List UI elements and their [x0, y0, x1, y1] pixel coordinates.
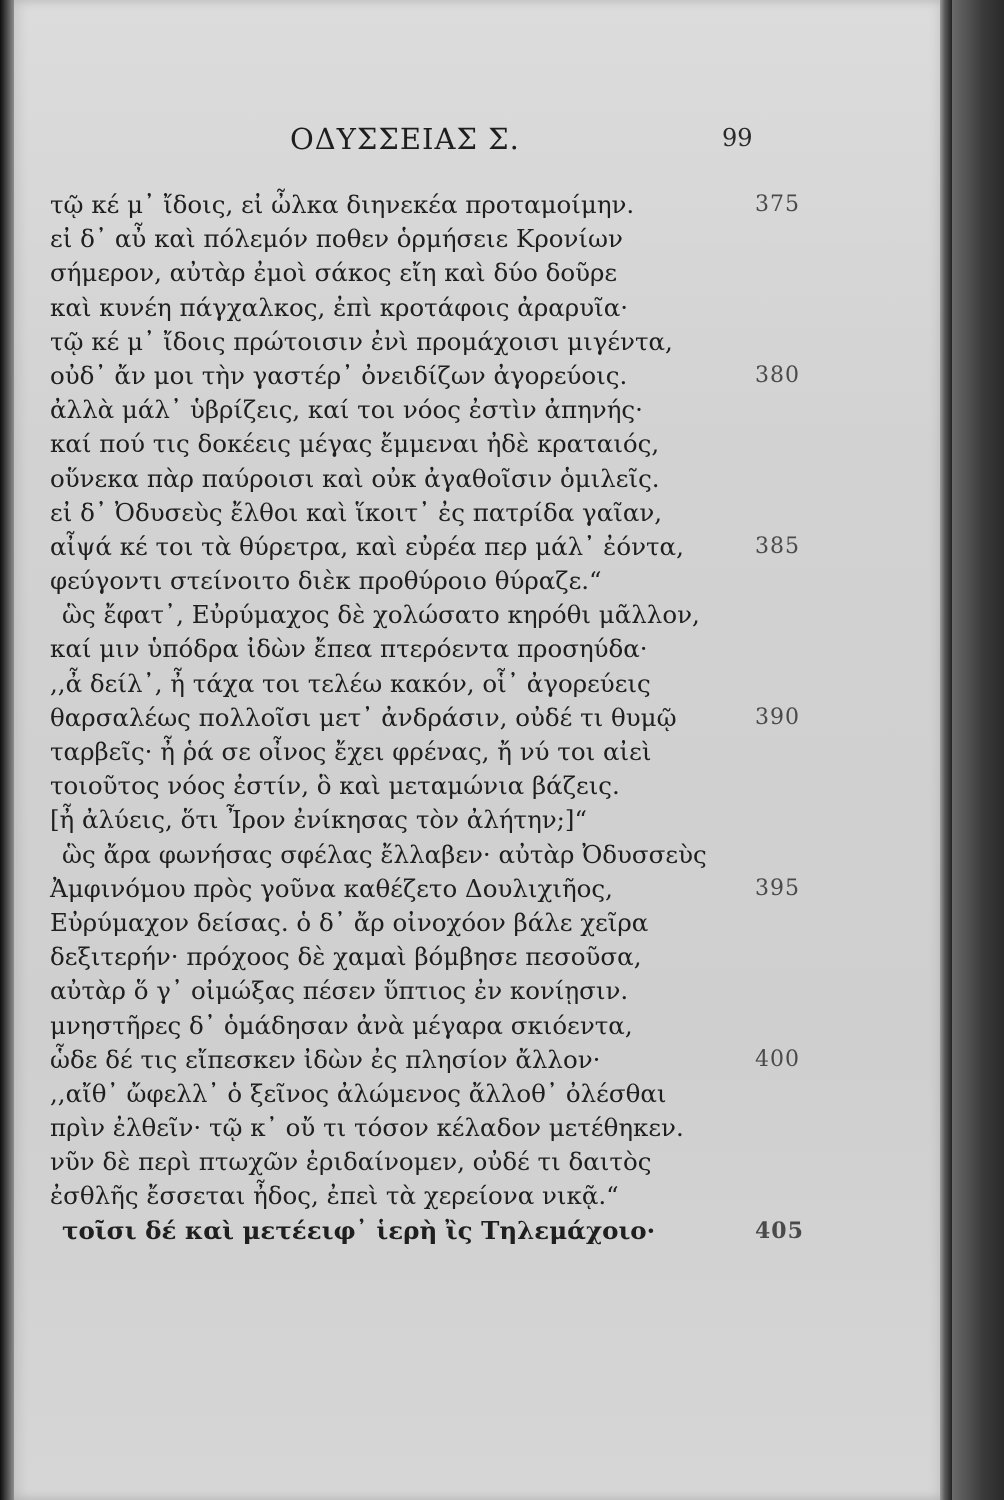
- verse-line: [50, 1179, 730, 1213]
- page-header: [0, 122, 1004, 162]
- verse-text: Ἀμφινόμου πρὸς γοῦνα καθέζετο Δουλιχιῆος,: [50, 873, 613, 903]
- verse-line: [50, 222, 730, 256]
- verse-text-block: [50, 188, 804, 1248]
- verse-line: [50, 427, 730, 461]
- line-number: 390: [755, 704, 800, 730]
- verse-text: ὧδε δέ τις εἴπεσκεν ἰδὼν ἐς πλησίον ἄλλον·: [50, 1044, 601, 1074]
- verse-text: ὣς ἔφατ᾽, Εὐρύμαχος δὲ χολώσατο κηρόθι μᾶλλον,: [62, 600, 700, 630]
- verse-line: [50, 359, 800, 393]
- verse-line: [50, 872, 800, 906]
- line-number: 375: [755, 192, 800, 217]
- verse-line: [50, 632, 730, 666]
- verse-text: σήμερον, αὐτὰρ ἐμοὶ σάκος εἴη καὶ δύο δοῦρε: [50, 258, 618, 288]
- verse-line: [50, 1043, 800, 1077]
- verse-text: εἰ δ᾽ Ὀδυσεὺς ἔλθοι καὶ ἵκοιτ᾽ ἐς πατρίδα γαῖαν,: [50, 497, 663, 527]
- verse-line: [50, 906, 730, 940]
- verse-line: [50, 598, 730, 632]
- verse-text: αἶψά κέ τοι τὰ θύρετρα, καὶ εὐρέα περ μάλ᾽ ἐόντα,: [50, 531, 684, 561]
- verse-line: [50, 667, 730, 701]
- verse-text: θαρσαλέως πολλοῖσι μετ᾽ ἀνδράσιν, οὐδέ τι θυμῷ: [50, 702, 677, 732]
- verse-text: φεύγοντι στείνοιτο διὲκ προθύροιο θύραζε.“: [50, 566, 602, 596]
- line-number: 405: [755, 1217, 804, 1244]
- verse-line: [50, 1111, 730, 1145]
- line-number: 400: [755, 1046, 800, 1072]
- running-title: ΟΔΥΣΣΕΙΑΣ Σ.: [290, 122, 520, 156]
- line-number: 385: [755, 533, 800, 559]
- verse-text: αὐτὰρ ὅ γ᾽ οἰμώξας πέσεν ὕπτιος ἐν κονίῃσιν.: [50, 976, 629, 1006]
- verse-text: καί μιν ὑπόδρα ἰδὼν ἔπεα πτερόεντα προσηύδα·: [50, 634, 648, 664]
- verse-line: [50, 291, 730, 325]
- verse-text: τοῖσι δέ καὶ μετέειφ᾽ ἱερὴ ἲς Τηλεμάχοιο·: [62, 1215, 656, 1245]
- verse-text: εἰ δ᾽ αὖ καὶ πόλεμόν ποθεν ὁρμήσειε Κρονίων: [50, 224, 623, 254]
- page-edge: [940, 0, 952, 1500]
- verse-line: [50, 803, 730, 837]
- verse-text: τῷ κέ μ᾽ ἴδοις πρώτοισιν ἐνὶ προμάχοισι μιγέντα,: [50, 326, 673, 356]
- verse-line: [50, 940, 730, 974]
- verse-line: [50, 188, 800, 222]
- line-number: 380: [755, 362, 800, 388]
- verse-line: [50, 701, 800, 735]
- verse-text: τῷ κέ μ᾽ ἴδοις, εἰ ὦλκα διηνεκέα προταμοίμην.: [50, 190, 635, 219]
- verse-text: ταρβεῖς· ἦ ῥά σε οἶνος ἔχει φρένας, ἤ νύ τοι αἰεὶ: [50, 737, 652, 766]
- line-number: 395: [755, 875, 800, 901]
- verse-text: Εὐρύμαχον δείσας. ὁ δ᾽ ἄρ οἰνοχόον βάλε χεῖρα: [50, 907, 649, 937]
- verse-text: οὕνεκα πὰρ παύροισι καὶ οὐκ ἀγαθοῖσιν ὁμιλεῖς.: [50, 463, 660, 493]
- verse-line: [50, 1214, 804, 1248]
- verse-line: [50, 393, 730, 427]
- verse-line: [50, 564, 730, 598]
- verse-text: ἐσθλῆς ἔσσεται ἦδος, ἐπεὶ τὰ χερείονα νικᾷ.“: [50, 1181, 619, 1211]
- verse-line: [50, 735, 730, 769]
- verse-line: [50, 256, 730, 290]
- verse-line: [50, 838, 730, 872]
- verse-text: μνηστῆρες δ᾽ ὁμάδησαν ἀνὰ μέγαρα σκιόεντα,: [50, 1010, 633, 1040]
- page-number: 99: [722, 124, 753, 152]
- verse-text: ἀλλὰ μάλ᾽ ὑβρίζεις, καί τοι νόος ἐστὶν ἀπηνής·: [50, 395, 643, 425]
- verse-text: καί πού τις δοκέεις μέγας ἔμμεναι ἠδὲ κραταιός,: [50, 429, 660, 459]
- verse-text: ,,αἴθ᾽ ὤφελλ᾽ ὁ ξεῖνος ἀλώμενος ἄλλοθ᾽ ὀλέσθαι: [50, 1078, 667, 1108]
- verse-text: ,,ἆ δείλ᾽, ἦ τάχα τοι τελέω κακόν, οἷ᾽ ἀγορεύεις: [50, 668, 651, 698]
- verse-line: [50, 1077, 730, 1111]
- verse-line: [50, 462, 730, 496]
- verse-text: δεξιτερήν· πρόχοος δὲ χαμαὶ βόμβησε πεσοῦσα,: [50, 942, 642, 972]
- verse-line: [50, 530, 800, 564]
- verse-text: καὶ κυνέη πάγχαλκος, ἐπὶ κροτάφοις ἀραρυῖα·: [50, 292, 629, 322]
- underlying-pages: [952, 0, 1004, 1500]
- verse-line: [50, 496, 730, 530]
- verse-text: τοιοῦτος νόος ἐστίν, ὃ καὶ μεταμώνια βάζεις.: [50, 771, 620, 801]
- verse-text: ὣς ἄρα φωνήσας σφέλας ἔλλαβεν· αὐτὰρ Ὀδυσσεὺς: [62, 839, 707, 869]
- verse-line: [50, 974, 730, 1008]
- verse-line: [50, 1145, 730, 1179]
- verse-line: [50, 1009, 730, 1043]
- verse-line: [50, 325, 730, 359]
- verse-text: οὐδ᾽ ἄν μοι τὴν γαστέρ᾽ ὀνειδίζων ἀγορεύοις.: [50, 360, 628, 390]
- verse-text: νῦν δὲ περὶ πτωχῶν ἐριδαίνομεν, οὐδέ τι δαιτὸς: [50, 1147, 652, 1177]
- binding-edge: [0, 0, 14, 1500]
- verse-line: [50, 769, 730, 803]
- verse-text: πρὶν ἐλθεῖν· τῷ κ᾽ οὔ τι τόσον κέλαδον μετέθηκεν.: [50, 1113, 684, 1143]
- verse-text: [ἦ ἀλύεις, ὅτι Ἶρον ἐνίκησας τὸν ἀλήτην;]“: [50, 805, 588, 835]
